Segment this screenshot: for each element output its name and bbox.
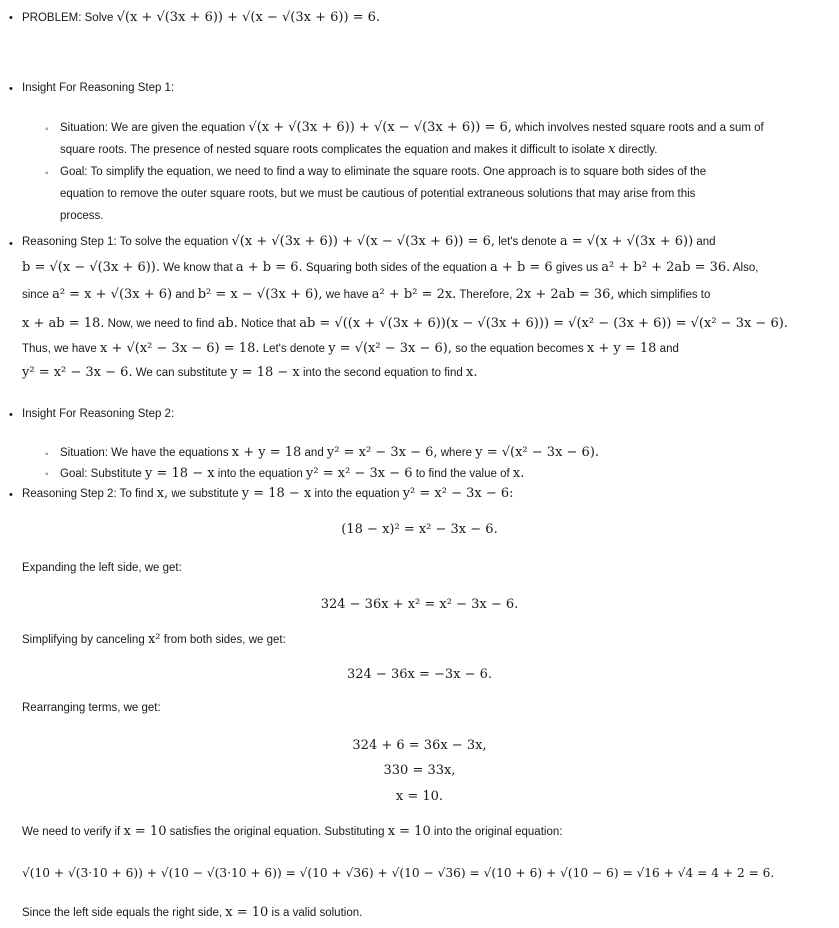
insight2-situation: Situation: We have the equations x + y = 18 and y² = x² − 3x − 6, where y = √(x² − 3x − 6). bbox=[60, 445, 600, 460]
insight2-heading: Insight For Reasoning Step 2: bbox=[22, 408, 175, 420]
equation-2: 324 − 36x + x² = x² − 3x − 6. bbox=[320, 597, 519, 612]
problem-equation: √(x + √(3x + 6)) + √(x − √(3x + 6)) = 6. bbox=[116, 10, 381, 25]
insight1-situation-line1: Situation: We are given the equation √(x + √(3x + 6)) + √(x − √(3x + 6)) = 6, which involves nested square roots and a sum of bbox=[60, 120, 764, 135]
insight1-heading: Insight For Reasoning Step 1: bbox=[22, 82, 175, 94]
step2-rearrange-text: Rearranging terms, we get: bbox=[22, 702, 161, 714]
step2-verify-text: We need to verify if x = 10 satisfies the original equation. Substituting x = 10 into the original equation: bbox=[22, 824, 563, 839]
bullet: • bbox=[9, 12, 13, 24]
step1-line5: Thus, we have x + √(x² − 3x − 6) = 18. Let's denote y = √(x² − 3x − 6), so the equation becomes x + y = 18 and bbox=[22, 341, 679, 356]
sub-bullet: ◦ bbox=[45, 469, 49, 480]
sub-bullet: ◦ bbox=[45, 449, 49, 460]
bullet: • bbox=[9, 489, 13, 501]
bullet: • bbox=[9, 409, 13, 421]
insight2-goal: Goal: Substitute y = 18 − x into the equation y² = x² − 3x − 6 to find the value of x. bbox=[60, 466, 525, 481]
equation-4: 324 + 6 = 36x − 3x, bbox=[352, 738, 487, 753]
equation-6: x = 10. bbox=[395, 789, 444, 804]
step1-line1: Reasoning Step 1: To solve the equation √(x + √(3x + 6)) + √(x − √(3x + 6)) = 6, let's denote a = √(x + √(3x + 6)) and bbox=[22, 234, 716, 249]
step1-line3: since a² = x + √(3x + 6) and b² = x − √(3x + 6), we have a² + b² = 2x. Therefore, 2x + 2ab = 36, which simplifies to bbox=[22, 287, 711, 302]
step1-line6: y² = x² − 3x − 6. We can substitute y = 18 − x into the second equation to find x. bbox=[22, 365, 478, 380]
equation-7-verification: √(10 + √(3·10 + 6)) + √(10 − √(3·10 + 6)) = √(10 + √36) + √(10 − √36) = √(10 + 6) + √(10 − 6) = √16 + √4 = 4 + 2 = 6. bbox=[22, 866, 775, 880]
step1-line4: x + ab = 18. Now, we need to find ab. Notice that ab = √((x + √(3x + 6))(x − √(3x + 6))) = √(x² − (3x + 6)) = √(x² − 3x − 6). bbox=[22, 316, 788, 331]
insight1-situation-line2: square roots. The presence of nested square roots complicates the equation and makes it difficult to isolate x directly. bbox=[60, 142, 658, 157]
equation-1: (18 − x)² = x² − 3x − 6. bbox=[341, 522, 498, 537]
bullet: • bbox=[9, 83, 13, 95]
bullet: • bbox=[9, 238, 13, 250]
problem-label: PROBLEM: Solve bbox=[22, 12, 114, 24]
sub-bullet: ◦ bbox=[45, 168, 49, 179]
step2-conclusion: Since the left side equals the right side, x = 10 is a valid solution. bbox=[22, 905, 363, 920]
insight1-goal-line3: process. bbox=[60, 210, 104, 222]
step1-line2: b = √(x − √(3x + 6)). We know that a + b = 6. Squaring both sides of the equation a + b = 6 gives us a² + b² + 2ab = 36. Also, bbox=[22, 260, 759, 275]
insight1-goal-line1: Goal: To simplify the equation, we need to find a way to eliminate the square roots. One approach is to square both sides of the bbox=[60, 166, 707, 178]
equation-5: 330 = 33x, bbox=[383, 763, 456, 778]
equation-3: 324 − 36x = −3x − 6. bbox=[346, 667, 493, 682]
insight1-goal-line2: equation to remove the outer square roots, but we must be cautious of potential extraneous solutions that may arise from this bbox=[60, 188, 696, 200]
step2-expand-text: Expanding the left side, we get: bbox=[22, 562, 182, 574]
problem-statement bbox=[22, 10, 380, 25]
step2-simplify-text: Simplifying by canceling x² from both sides, we get: bbox=[22, 632, 286, 647]
step2-intro: Reasoning Step 2: To find x, we substitute y = 18 − x into the equation y² = x² − 3x − 6: bbox=[22, 486, 514, 501]
insight1-situation-equation: √(x + √(3x + 6)) + √(x − √(3x + 6)) = 6, bbox=[248, 120, 512, 135]
sub-bullet: ◦ bbox=[45, 124, 49, 135]
